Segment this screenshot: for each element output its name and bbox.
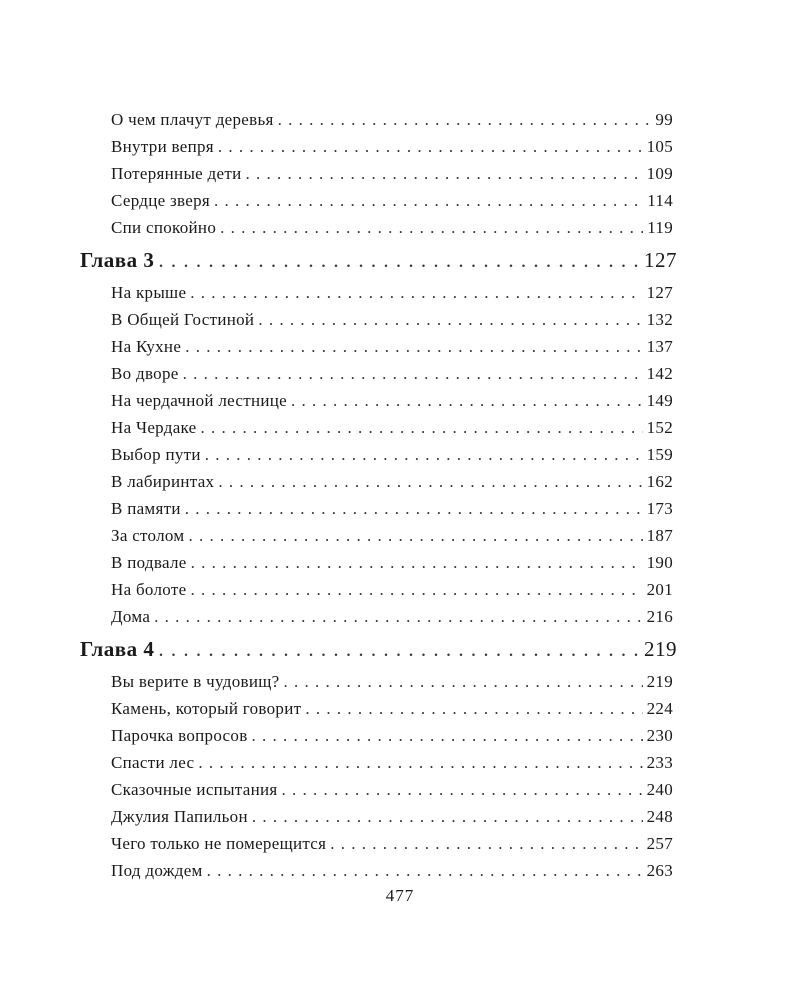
toc-title: Спи спокойно (111, 218, 217, 237)
dot-leader (154, 603, 642, 630)
dot-leader (158, 632, 640, 666)
toc-page-number: 159 (646, 445, 673, 464)
toc-title: О чем плачут деревья (111, 110, 274, 129)
toc-page-number: 152 (646, 418, 673, 437)
toc-entry (0, 522, 800, 549)
page-number: 477 (385, 886, 415, 905)
toc-entry (0, 749, 800, 776)
toc-entry (0, 830, 800, 857)
toc-title: На Чердаке (111, 418, 197, 437)
toc-entry (0, 576, 800, 603)
toc-entry (0, 387, 800, 414)
dot-leader (214, 187, 643, 214)
toc-entry (0, 360, 800, 387)
toc-title: На крыше (111, 283, 187, 302)
toc-entry (0, 549, 800, 576)
toc-title: Камень, который говорит (111, 699, 302, 718)
toc-page-number: 257 (646, 834, 673, 853)
toc-page-number: 216 (646, 607, 673, 626)
toc-entry (0, 160, 800, 187)
toc-entry (0, 468, 800, 495)
dot-leader (252, 803, 643, 830)
dot-leader (283, 668, 642, 695)
dot-leader (330, 830, 642, 857)
toc-entry (0, 857, 800, 884)
toc-title: Во дворе (111, 364, 179, 383)
toc-chapter-heading (0, 243, 800, 277)
dot-leader (207, 857, 643, 884)
toc-title: Парочка вопросов (111, 726, 248, 745)
toc-title: В подвале (111, 553, 187, 572)
toc-page-number: 149 (646, 391, 673, 410)
toc-page-number: 99 (655, 110, 673, 129)
toc-chapter-heading (0, 632, 800, 666)
toc-title: За столом (111, 526, 185, 545)
dot-leader (190, 279, 642, 306)
dot-leader (282, 776, 643, 803)
toc-title: Дома (111, 607, 151, 626)
dot-leader (191, 549, 643, 576)
toc-title: Чего только не померещится (111, 834, 327, 853)
toc-page-number: 173 (646, 499, 673, 518)
dot-leader (252, 722, 643, 749)
toc-title: Глава 3 (80, 248, 155, 272)
dot-leader (185, 333, 642, 360)
toc-entry (0, 306, 800, 333)
dot-leader (198, 749, 642, 776)
toc-page-number: 201 (646, 580, 673, 599)
toc-title: Под дождем (111, 861, 203, 880)
toc-entry (0, 414, 800, 441)
dot-leader (291, 387, 643, 414)
toc-entry (0, 495, 800, 522)
toc-entry (0, 776, 800, 803)
dot-leader (245, 160, 642, 187)
toc-page-number: 119 (647, 218, 673, 237)
toc-title: Спасти лес (111, 753, 195, 772)
dot-leader (305, 695, 642, 722)
toc-entry (0, 603, 800, 630)
toc-page-number: 114 (647, 191, 673, 210)
toc-title: Вы верите в чудовищ? (111, 672, 280, 691)
dot-leader (218, 133, 643, 160)
dot-leader (190, 576, 642, 603)
toc-entry (0, 187, 800, 214)
toc-title: В лабиринтах (111, 472, 215, 491)
toc-page-number: 219 (644, 637, 677, 661)
toc-entry (0, 803, 800, 830)
toc-entry (0, 333, 800, 360)
toc-entry (0, 695, 800, 722)
dot-leader (258, 306, 642, 333)
dot-leader (188, 522, 642, 549)
toc-title: Глава 4 (80, 637, 155, 661)
toc-page-number: 224 (646, 699, 673, 718)
toc-title: В Общей Гостиной (111, 310, 255, 329)
toc-page-number: 162 (646, 472, 673, 491)
dot-leader (278, 106, 652, 133)
toc-page-number: 219 (646, 672, 673, 691)
toc-page-number: 240 (646, 780, 673, 799)
toc-entry (0, 668, 800, 695)
dot-leader (220, 214, 643, 241)
toc-page-number: 248 (646, 807, 673, 826)
toc-title: На чердачной лестнице (111, 391, 288, 410)
toc-page-number: 263 (646, 861, 673, 880)
toc-page-number: 105 (646, 137, 673, 156)
table-of-contents (0, 106, 800, 884)
toc-entry (0, 279, 800, 306)
toc-page-number: 233 (646, 753, 673, 772)
dot-leader (201, 414, 643, 441)
toc-title: Сердце зверя (111, 191, 211, 210)
toc-page-number: 109 (646, 164, 673, 183)
toc-entry (0, 106, 800, 133)
toc-title: На Кухне (111, 337, 182, 356)
toc-title: Выбор пути (111, 445, 201, 464)
toc-page-number: 142 (646, 364, 673, 383)
toc-page-number: 127 (644, 248, 677, 272)
toc-entry (0, 441, 800, 468)
toc-page-number: 190 (646, 553, 673, 572)
toc-page-number: 137 (646, 337, 673, 356)
dot-leader (185, 495, 643, 522)
dot-leader (183, 360, 643, 387)
toc-page-number: 187 (646, 526, 673, 545)
toc-entry (0, 722, 800, 749)
toc-title: Потерянные дети (111, 164, 242, 183)
dot-leader (218, 468, 642, 495)
toc-page-number: 127 (646, 283, 673, 302)
toc-entry (0, 214, 800, 241)
toc-title: Сказочные испытания (111, 780, 278, 799)
toc-title: На болоте (111, 580, 187, 599)
toc-title: Внутри вепря (111, 137, 214, 156)
toc-title: В памяти (111, 499, 181, 518)
toc-page-number: 230 (646, 726, 673, 745)
toc-page-number: 132 (646, 310, 673, 329)
toc-entry (0, 133, 800, 160)
dot-leader (158, 243, 640, 277)
dot-leader (205, 441, 643, 468)
toc-title: Джулия Папильон (111, 807, 248, 826)
